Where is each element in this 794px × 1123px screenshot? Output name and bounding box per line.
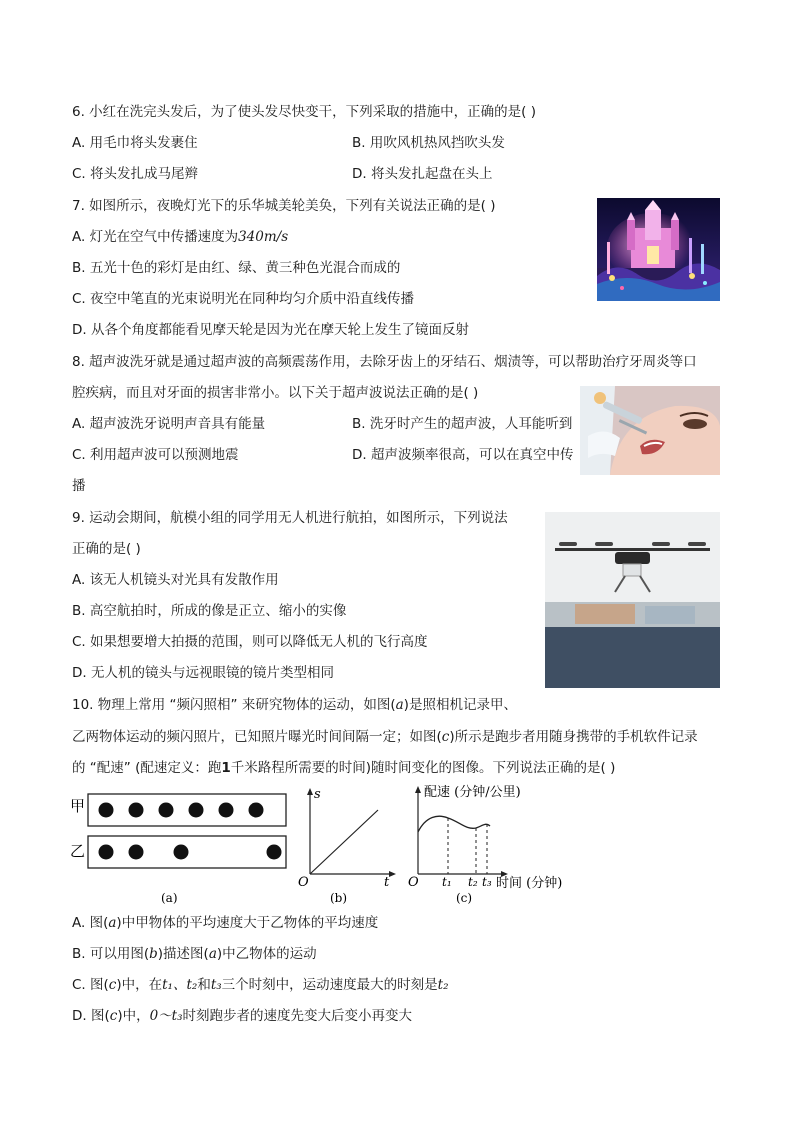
q10-stem3-text2: 千米路程所需要的时间)随时间变化的图像。下列说法正确的是( ) <box>230 760 616 776</box>
q8-option-a: A. 超声波洗牙说明声音具有能量 <box>72 416 266 432</box>
q6-option-d: D. 将头发扎起盘在头上 <box>352 166 493 182</box>
q9-stem-line1: 9. 运动会期间，航模小组的同学用无人机进行航拍，如图所示，下列说法 <box>72 510 508 526</box>
figure-c-caption: (c) <box>456 891 473 905</box>
q8-option-c: C. 利用超声波可以预测地震 <box>72 447 239 463</box>
q10-b-var1: b <box>149 946 158 962</box>
figure-b-ylabel: s <box>314 787 321 802</box>
q10-stem1-text2: )是照相机记录甲、 <box>403 697 517 713</box>
q9-option-a: A. 该无人机镜头对光具有发散作用 <box>72 572 279 588</box>
q10-b-text2: )描述图( <box>157 946 209 962</box>
q10-stem3-num: 1 <box>221 760 231 776</box>
figure-c-t3: t₃ <box>482 875 492 889</box>
q7-option-b: B. 五光十色的彩灯是由红、绿、黄三种色光混合而成的 <box>72 260 401 276</box>
q10-d-text3: 时刻跑步者的速度先变大后变小再变大 <box>182 1008 413 1024</box>
q10-stem-line2 <box>72 727 698 747</box>
q10-c-t3: t₃ <box>210 977 222 993</box>
figure-a-row2-dot <box>129 845 144 860</box>
q10-d-text2: )中， <box>117 1008 150 1024</box>
q10-stem-line1 <box>72 695 517 715</box>
figure-a-svg <box>66 784 290 908</box>
figure-a-row1-dot <box>249 803 264 818</box>
q10-a-text2: )中甲物体的平均速度大于乙物体的平均速度 <box>116 915 379 931</box>
figure-a-row2-dots <box>99 845 282 860</box>
q7-option-a <box>72 227 288 247</box>
q10-d-range: 0～t₃ <box>149 1008 183 1024</box>
figure-b-y-arrow <box>307 788 313 795</box>
q10-stem1-var: a <box>395 697 404 713</box>
q6-stem: 6. 小红在洗完头发后，为了使头发尽快变干，下列采取的措施中，正确的是( ) <box>72 104 536 120</box>
figure-a-row1-dot <box>129 803 144 818</box>
figure-b-caption: (b) <box>330 891 348 905</box>
q10-option-d <box>72 1006 412 1026</box>
figure-c-y-arrow <box>415 786 421 793</box>
q7-stem: 7. 如图所示，夜晚灯光下的乐华城美轮美奂，下列有关说法正确的是( ) <box>72 198 496 214</box>
figure-a-row1-dot <box>159 803 174 818</box>
figure-a-row2-dot <box>174 845 189 860</box>
q8-option-d: D. 超声波频率很高，可以在真空中传 <box>352 447 574 463</box>
figure-b <box>292 784 402 908</box>
q10-option-a <box>72 913 378 933</box>
q10-a-var: a <box>108 915 117 931</box>
q9-option-c: C. 如果想要增大拍摄的范围，则可以降低无人机的飞行高度 <box>72 634 428 650</box>
q10-d-text1: D. 图( <box>72 1008 110 1024</box>
q10-b-var2: a <box>208 946 217 962</box>
q9-option-b: B. 高空航拍时，所成的像是正立、缩小的实像 <box>72 603 347 619</box>
figure-a-row2-label: 乙 <box>70 842 86 860</box>
q10-c-text3: 和 <box>197 977 211 993</box>
figure-c-t2: t₂ <box>468 875 478 889</box>
q10-c-var: c <box>108 977 117 993</box>
q6-option-b: B. 用吹风机热风挡吹头发 <box>352 135 505 151</box>
figure-c-ylabel: 配速 (分钟/公里) <box>424 785 521 800</box>
figure-c-curve <box>418 816 490 832</box>
q10-c-t1t2: t₁、t₂ <box>162 977 198 993</box>
figure-a-row2-dot <box>267 845 282 860</box>
q7-option-d: D. 从各个角度都能看见摩天轮是因为光在摩天轮上发生了镜面反射 <box>72 322 469 338</box>
q10-d-var: c <box>109 1008 118 1024</box>
figure-a-row1-label: 甲 <box>70 797 86 815</box>
dental-cleaning-photo <box>580 386 720 475</box>
q10-option-c <box>72 975 449 995</box>
q10-stem-line3 <box>72 758 615 778</box>
q10-a-text1: A. 图( <box>72 915 109 931</box>
q10-b-text3: )中乙物体的运动 <box>216 946 317 962</box>
q10-stem2-var: c <box>441 729 450 745</box>
figure-c-origin: O <box>408 875 419 890</box>
q10-stem1-text: 10. 物理上常用 “频闪照相” 来研究物体的运动，如图( <box>72 697 396 713</box>
figure-c-t1: t₁ <box>442 875 452 889</box>
q7-option-a-text: A. 灯光在空气中传播速度为 <box>72 229 239 245</box>
night-castle-photo <box>597 198 720 301</box>
figure-a-row1-dots <box>99 803 264 818</box>
figure-c-svg <box>404 782 594 908</box>
q7-option-a-math: 340m/s <box>238 229 289 245</box>
q8-stem-line2: 腔疾病，而且对牙面的损害非常小。以下关于超声波说法正确的是( ) <box>72 385 479 401</box>
q8-stem-line1: 8. 超声波洗牙就是通过超声波的高频震荡作用，去除牙齿上的牙结石、烟渍等，可以帮助治疗牙周炎等口 <box>72 354 697 370</box>
figure-a-caption: (a) <box>161 891 178 905</box>
q10-c-answer-t2: t₂ <box>437 977 449 993</box>
q9-stem-line2: 正确的是( ) <box>72 541 141 557</box>
figure-a <box>66 784 290 908</box>
q9-option-d: D. 无人机的镜头与远视眼镜的镜片类型相同 <box>72 665 334 681</box>
figure-b-x-arrow <box>389 871 396 877</box>
drone-photo <box>545 512 720 688</box>
figure-a-row1-dot <box>189 803 204 818</box>
q6-option-c: C. 将头发扎成马尾辫 <box>72 166 199 182</box>
q8-option-b: B. 洗牙时产生的超声波，人耳能听到 <box>352 416 573 432</box>
figure-a-row2-dot <box>99 845 114 860</box>
q10-stem2-text: 乙两物体运动的频闪照片，已知照片曝光时间间隔一定；如图( <box>72 729 442 745</box>
q10-stem3-text: 的 “配速” (配速定义：跑 <box>72 760 222 776</box>
figure-b-origin: O <box>298 875 309 890</box>
q10-b-text1: B. 可以用图( <box>72 946 150 962</box>
q10-stem2-text2: )所示是跑步者用随身携带的手机软件记录 <box>449 729 698 745</box>
q10-option-b <box>72 944 317 964</box>
q8-option-d-wrap: 播 <box>72 478 86 494</box>
figure-a-row1-dot <box>99 803 114 818</box>
q10-c-text2: )中，在 <box>116 977 163 993</box>
figure-a-row1-dot <box>219 803 234 818</box>
q10-c-text1: C. 图( <box>72 977 109 993</box>
q10-c-text4: 三个时刻中，运动速度最大的时刻是 <box>221 977 438 993</box>
figure-b-svg <box>292 784 402 908</box>
figure-c <box>404 782 594 908</box>
figure-b-line <box>310 810 378 874</box>
figure-b-xlabel: t <box>384 875 390 890</box>
figure-c-xlabel: 时间 (分钟) <box>496 876 563 891</box>
q6-option-a: A. 用毛巾将头发裹住 <box>72 135 198 151</box>
q7-option-c: C. 夜空中笔直的光束说明光在同种均匀介质中沿直线传播 <box>72 291 415 307</box>
